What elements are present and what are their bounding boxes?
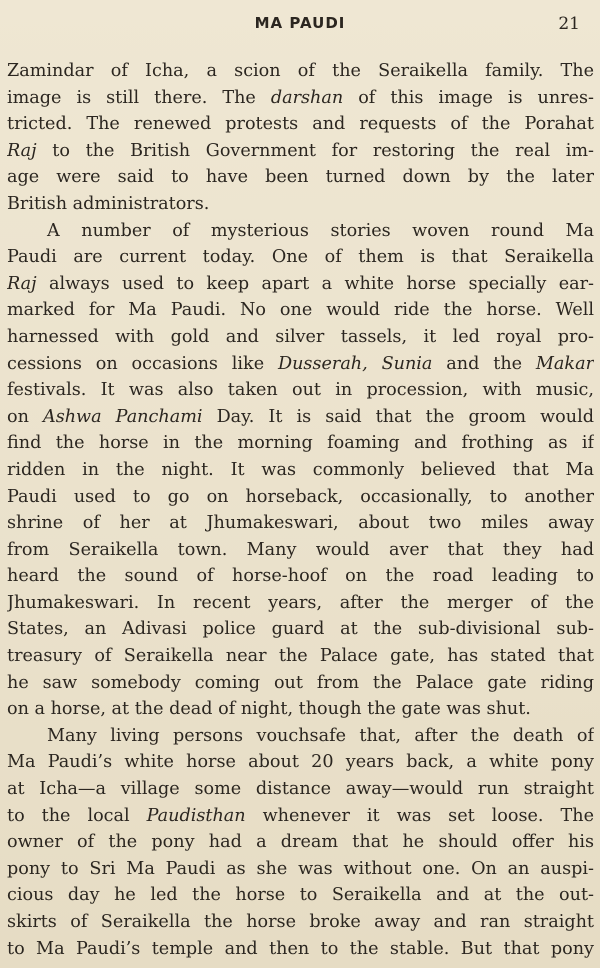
text-line bbox=[7, 856, 594, 883]
text-line bbox=[7, 696, 594, 723]
text-line bbox=[7, 138, 594, 165]
text-line bbox=[7, 803, 594, 830]
text-run: Zamindar of Icha, a scion of the Seraikella family. The bbox=[7, 61, 594, 81]
text-run: British administrators. bbox=[7, 193, 210, 214]
text-run: to the British Government for restoring the real im- bbox=[36, 140, 594, 161]
text-run: age were said to have been turned down by the later bbox=[7, 167, 594, 188]
text-run: A number of mysterious stories woven round Ma bbox=[47, 220, 594, 241]
text-run: heard the sound of horse-hoof on the road leading to bbox=[7, 566, 594, 587]
text-line bbox=[7, 351, 594, 378]
text-run: whenever it was set loose. The bbox=[245, 805, 594, 826]
text-run: Ma Paudi’s white horse about 20 years back, a white pony bbox=[7, 752, 594, 773]
text-run: shrine of her at Jhumakeswari, about two miles away bbox=[7, 513, 594, 534]
page-number: 21 bbox=[558, 14, 580, 34]
text-line bbox=[7, 430, 594, 457]
text-line bbox=[7, 510, 594, 537]
italic-text: Raj bbox=[7, 273, 37, 294]
text-line bbox=[7, 829, 594, 856]
text-line bbox=[7, 58, 594, 85]
text-line bbox=[7, 537, 594, 564]
text-line bbox=[7, 191, 594, 218]
text-line bbox=[7, 563, 594, 590]
text-run: harnessed with gold and silver tassels, it led royal pro- bbox=[7, 326, 594, 347]
text-line bbox=[7, 85, 594, 112]
text-line bbox=[7, 936, 594, 963]
text-line bbox=[7, 164, 594, 191]
text-line bbox=[7, 749, 594, 776]
text-run: on bbox=[7, 406, 43, 427]
text-line bbox=[7, 297, 594, 324]
text-run: from Seraikella town. Many would aver that they had bbox=[7, 539, 594, 560]
text-line bbox=[7, 723, 594, 750]
text-run: Day. It is said that the groom would bbox=[202, 406, 594, 427]
text-run: skirts of Seraikella the horse broke away and ran straight bbox=[7, 912, 594, 932]
text-run: Paudi are current today. One of them is that Seraikella bbox=[7, 247, 594, 268]
text-run: cessions on occasions like bbox=[7, 353, 278, 374]
text-line bbox=[7, 457, 594, 484]
text-line bbox=[7, 324, 594, 351]
text-run: treasury of Seraikella near the Palace gate, has stated that bbox=[7, 646, 594, 667]
text-run: owner of the pony had a dream that he should offer his bbox=[7, 832, 594, 853]
text-line bbox=[7, 271, 594, 298]
italic-text: Makar bbox=[535, 353, 594, 374]
text-line bbox=[7, 882, 594, 909]
text-line bbox=[7, 643, 594, 670]
text-run: to the local bbox=[7, 805, 147, 826]
page-header bbox=[0, 14, 600, 44]
text-line bbox=[7, 377, 594, 404]
text-line bbox=[7, 616, 594, 643]
text-run: States, an Adivasi police guard at the sub-divisional sub- bbox=[7, 619, 594, 640]
text-line bbox=[7, 776, 594, 803]
italic-text: Paudisthan bbox=[146, 805, 246, 826]
text-run: and the bbox=[432, 353, 536, 374]
text-run: to Ma Paudi’s temple and then to the stable. But that pony bbox=[7, 938, 594, 959]
text-run: ridden in the night. It was commonly believed that Ma bbox=[7, 459, 594, 480]
text-run: marked for Ma Paudi. No one would ride the horse. Well bbox=[7, 300, 594, 321]
text-run: of this image is unres- bbox=[343, 87, 594, 108]
italic-text: darshan bbox=[270, 87, 344, 108]
text-line bbox=[7, 111, 594, 138]
text-line bbox=[7, 670, 594, 697]
text-run: at Icha—a village some distance away—would run straight bbox=[7, 779, 594, 800]
text-run: Paudi used to go on horseback, occasionally, to another bbox=[7, 486, 594, 507]
text-line bbox=[7, 909, 594, 936]
text-run: he saw somebody coming out from the Palace gate riding bbox=[7, 672, 594, 693]
text-line bbox=[7, 244, 594, 271]
text-run: on a horse, at the dead of night, though the gate was shut. bbox=[7, 699, 531, 720]
italic-text: Ashwa Panchami bbox=[42, 406, 203, 427]
text-line bbox=[7, 218, 594, 245]
italic-text: Raj bbox=[7, 140, 37, 161]
italic-text: Dusserah, Sunia bbox=[278, 353, 433, 374]
body-text bbox=[7, 58, 594, 962]
text-run: tricted. The renewed protests and requests of the Porahat bbox=[7, 114, 594, 135]
text-run: pony to Sri Ma Paudi as she was without one. On an auspi- bbox=[7, 858, 594, 879]
text-run: always used to keep apart a white horse specially ear- bbox=[36, 273, 594, 294]
text-line bbox=[7, 590, 594, 617]
text-line bbox=[7, 484, 594, 511]
text-run: image is still there. The bbox=[7, 87, 271, 108]
text-run: Jhumakeswari. In recent years, after the merger of the bbox=[7, 592, 594, 613]
text-run: find the horse in the morning foaming and frothing as if bbox=[7, 433, 594, 454]
text-line bbox=[7, 404, 594, 431]
text-run: Many living persons vouchsafe that, after the death of bbox=[47, 725, 594, 746]
text-run: festivals. It was also taken out in procession, with music, bbox=[7, 380, 594, 401]
text-run: cious day he led the horse to Seraikella and at the out- bbox=[7, 885, 594, 906]
running-title: MA PAUDI bbox=[254, 14, 346, 32]
